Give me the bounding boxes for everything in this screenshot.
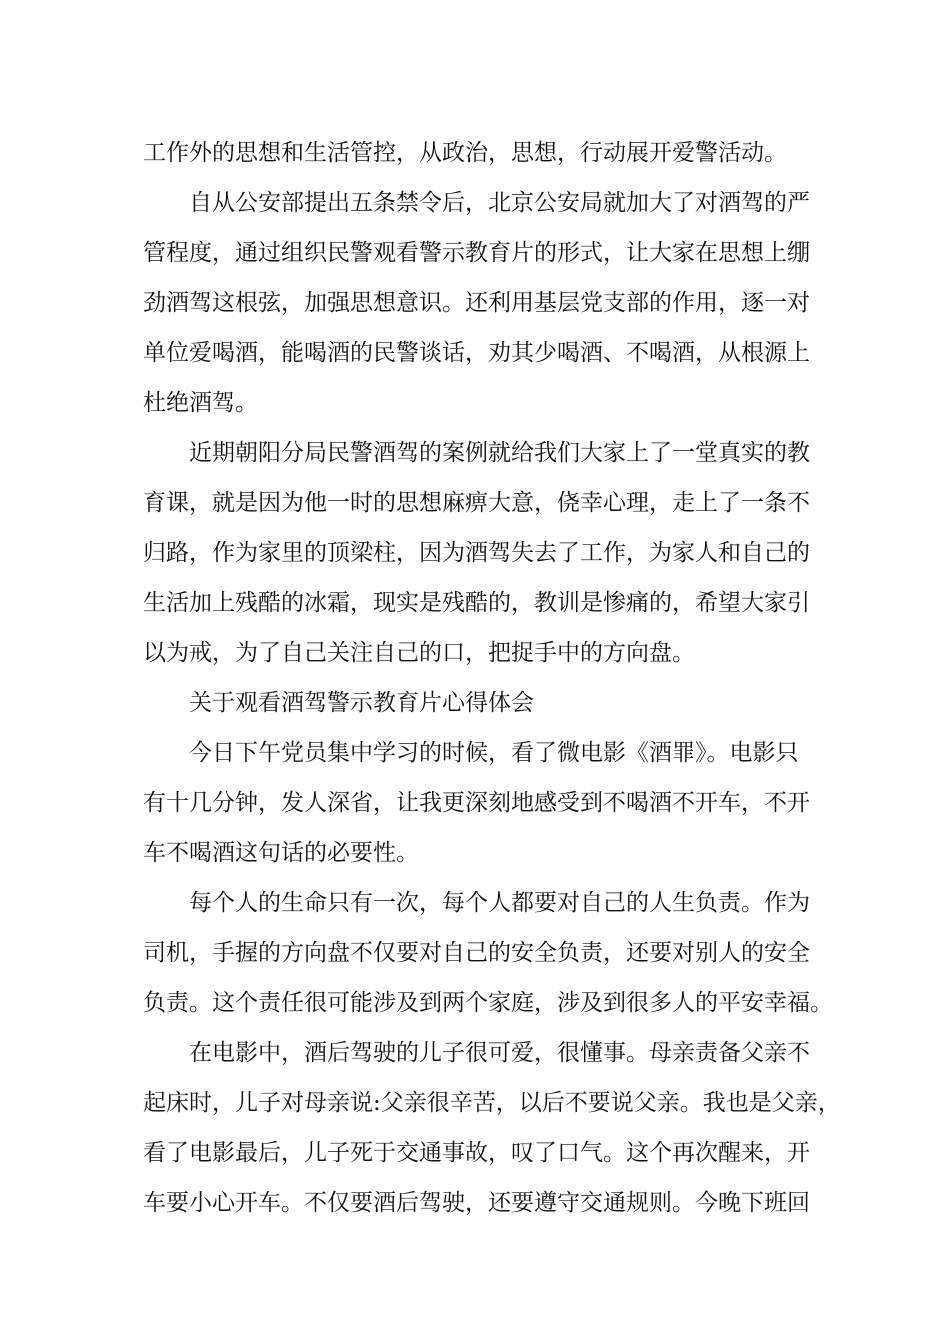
text-line: 司机，手握的方向盘不仅要对自己的安全负责，还要对别人的安全 [143,940,810,966]
text-line: 今日下午党员集中学习的时候，看了微电影《酒罪》。电影只 [189,740,799,766]
text-line: 有十几分钟，发人深省，让我更深刻地感受到不喝酒不开车，不开 [143,790,810,816]
text-line: 单位爱喝酒，能喝酒的民警谈话，劝其少喝酒、不喝酒，从根源上 [143,340,810,366]
section-title: 关于观看酒驾警示教育片心得体会 [189,690,534,716]
text-line: 在电影中，酒后驾驶的儿子很可爱，很懂事。母亲责备父亲不 [189,1040,810,1066]
text-line: 归路，作为家里的顶梁柱，因为酒驾失去了工作，为家人和自己的 [143,540,810,566]
text-line: 杜绝酒驾。 [143,390,258,416]
text-line: 劲酒驾这根弦，加强思想意识。还利用基层党支部的作用，逐一对 [143,290,810,316]
text-line: 车要小心开车。不仅要酒后驾驶，还要遵守交通规则。今晚下班回 [143,1190,810,1216]
text-line: 每个人的生命只有一次，每个人都要对自己的人生负责。作为 [189,890,810,916]
text-line: 近期朝阳分局民警酒驾的案例就给我们大家上了一堂真实的教 [189,440,810,466]
text-line: 管程度，通过组织民警观看警示教育片的形式，让大家在思想上绷 [143,240,810,266]
text-line: 育课，就是因为他一时的思想麻痹大意，侥幸心理，走上了一条不 [143,490,810,516]
text-line: 生活加上残酷的冰霜，现实是残酷的，教训是惨痛的，希望大家引 [143,590,810,616]
document-body [143,128,841,1228]
text-line: 负责。这个责任很可能涉及到两个家庭，涉及到很多人的平安幸福。 [143,990,833,1016]
text-line: 车不喝酒这句话的必要性。 [143,840,419,866]
text-line: 起床时，儿子对母亲说:父亲很辛苦，以后不要说父亲。我也是父亲， [143,1090,841,1116]
text-line: 看了电影最后，儿子死于交通事故，叹了口气。这个再次醒来，开 [143,1140,810,1166]
text-line: 工作外的思想和生活管控，从政治，思想，行动展开爱警活动。 [143,140,787,166]
text-line: 自从公安部提出五条禁令后，北京公安局就加大了对酒驾的严 [189,190,810,216]
text-line: 以为戒，为了自己关注自己的口，把捉手中的方向盘。 [143,640,695,666]
